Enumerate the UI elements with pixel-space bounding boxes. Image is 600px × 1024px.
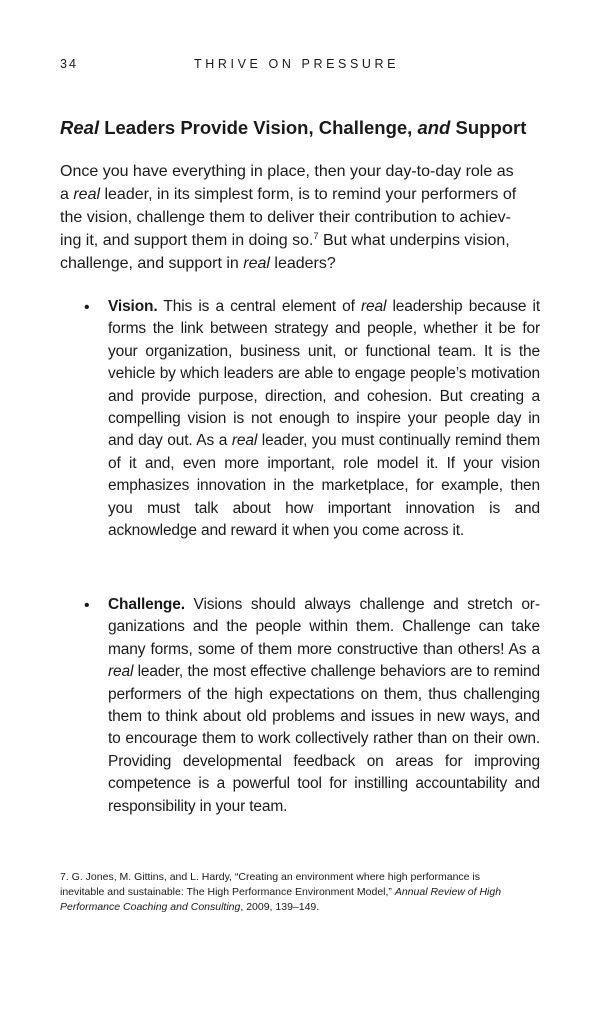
bullet-marker: • [84,299,90,316]
footnote-line-3: Performance Coaching and Consulting, 2009, 139–149. [60,901,320,913]
intro-line-5: challenge, and support in real leaders? [60,255,336,272]
bullet-marker: • [84,597,90,614]
intro-paragraph [60,160,542,275]
section-heading [60,116,550,140]
heading-text-end: Support [450,117,527,138]
intro-line-4: ing it, and support them in doing so.$^7$ But what underpins vision, [60,231,510,249]
running-header [60,57,540,73]
intro-line-3: the vision, challenge them to deliver their contribution to achiev- [60,209,511,226]
bullet-vision-title: Vision. [108,298,158,315]
book-title: THRIVE ON PRESSURE [194,57,400,71]
footnote [60,870,544,915]
heading-emphasis-real: Real [60,117,100,138]
heading-text-mid: Leaders Provide Vision, Challenge, [99,117,418,138]
bullet-vision-text: Vision. This is a central element of real leadership because it forms the link between strategy and people, whether it be for your organization, business unit, or functional team. It is the vehicle by which leaders are able to engage people’s motivation and provide purpose, direction, and cohesion. But creating a compelling vision is not enough to inspire your people day in and day out. As a real leader, you must continually remind them of it and, even more important, role model it. If your vision emphasizes innovation in the marketplace, for example, then you must talk about how important innovation is and acknowledge and reward it when you come across it. [108,298,540,540]
bullet-challenge-text: Challenge. Visions should always challenge and stretch organizations and the people within them. Challenge can take many forms, some of them more constructive than others! As a real leader, the most effective challenge behaviors are to remind performers of the high expectations on them, thus challenging them to think about old problems and issues in new ways, and to encourage them to work collectively rather than on their own. Providing developmental feedback on areas for improving competence is a powerful tool for instilling accountability and responsibility in your team. [108,596,540,815]
heading-emphasis-and: and [417,117,451,138]
footnote-line-2: inevitable and sustainable: The High Performance Environment Model,” Annual Review of High [60,886,502,898]
bullet-challenge-title: Challenge. [108,596,185,613]
page-number: 34 [60,57,78,71]
footnote-line-1: 7. G. Jones, M. Gittins, and L. Hardy, “Creating an environment where high performance is [60,871,480,883]
footnote-ref-7: 7 [313,231,319,241]
intro-line-2: a real leader, in its simplest form, is to remind your performers of [60,186,517,203]
intro-line-1: Once you have everything in place, then your day-to-day role as [60,163,514,180]
